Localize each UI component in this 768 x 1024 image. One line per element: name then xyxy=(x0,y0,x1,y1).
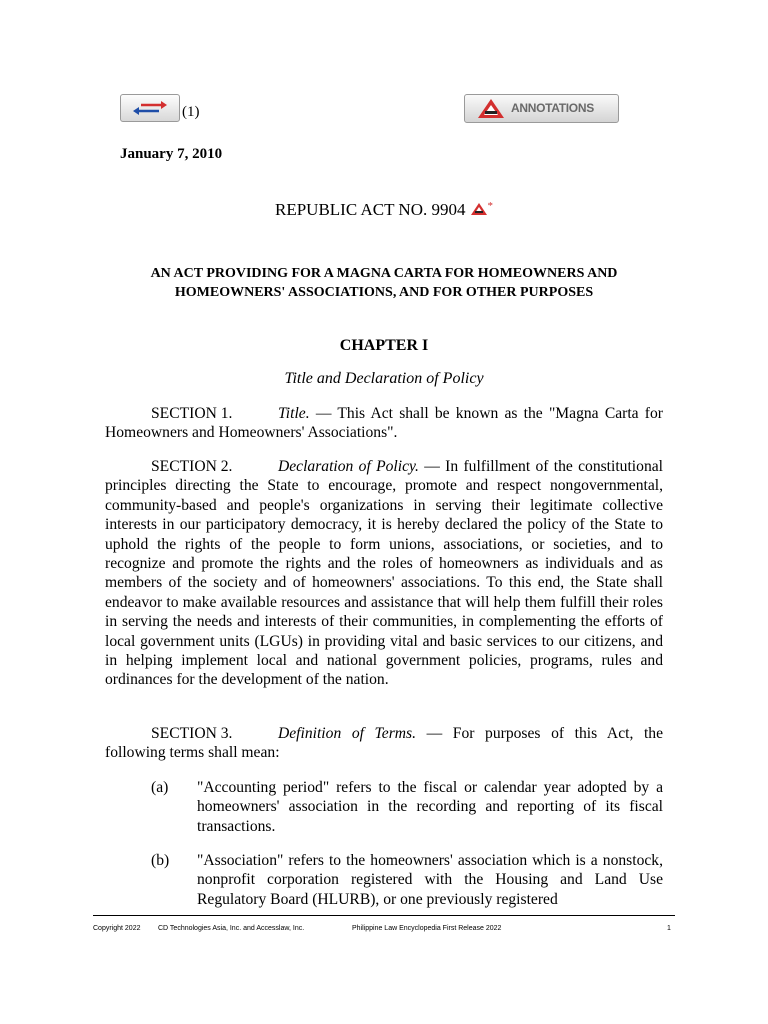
chapter-heading: CHAPTER I xyxy=(339,337,429,354)
back-forward-button[interactable] xyxy=(120,94,180,122)
section-text: — This Act shall be known as the "Magna Carta for Homeowners and Homeowners' Associations". xyxy=(105,405,663,442)
definition-label: (b) xyxy=(151,852,170,869)
act-title xyxy=(105,264,663,302)
chapter-subtitle: Title and Declaration of Policy xyxy=(284,370,484,387)
section-1 xyxy=(105,404,663,443)
annotations-button[interactable] xyxy=(464,94,619,123)
definition-item xyxy=(151,778,663,836)
section-title: Definition of Terms. xyxy=(278,725,417,742)
footnote-reference-link[interactable]: (1) xyxy=(182,104,200,120)
annotations-label: ANNOTATIONS xyxy=(511,101,594,115)
footer-publisher: CD Technologies Asia, Inc. and Accesslaw, Inc. xyxy=(158,925,305,932)
footer-copyright: Copyright 2022 xyxy=(93,925,141,932)
section-label: SECTION 3. xyxy=(151,725,233,742)
footer-release: Philippine Law Encyclopedia First Release 2022 xyxy=(352,925,502,932)
section-3 xyxy=(105,724,663,763)
section-label: SECTION 2. xyxy=(151,458,233,475)
act-title-line: HOMEOWNERS' ASSOCIATIONS, AND FOR OTHER PURPOSES xyxy=(174,285,594,300)
document-date: January 7, 2010 xyxy=(120,146,223,162)
act-title-line: AN ACT PROVIDING FOR A MAGNA CARTA FOR HOMEOWNERS AND xyxy=(150,266,618,281)
footer-divider xyxy=(93,915,675,916)
section-title: Title. xyxy=(278,405,310,422)
definition-label: (a) xyxy=(151,779,169,796)
act-number-heading xyxy=(0,200,768,221)
definition-item xyxy=(151,851,663,909)
act-number-text: REPUBLIC ACT NO. 9904 xyxy=(275,200,466,219)
section-label: SECTION 1. xyxy=(151,405,233,422)
annotation-star: * xyxy=(487,200,493,212)
annotations-logo-icon xyxy=(477,98,505,119)
section-title: Declaration of Policy. xyxy=(278,458,419,475)
section-text: — For purposes of this Act, the following terms shall mean: xyxy=(105,725,663,762)
definition-text: "Association" refers to the homeowners' association which is a nonstock, nonprofit corporation registered with the Housing and Land Use Regulatory Board (HLURB), or one previously registered xyxy=(197,852,663,908)
annotation-marker-icon[interactable] xyxy=(470,201,488,221)
footer-page-number: 1 xyxy=(667,925,671,932)
swap-arrows-icon xyxy=(121,95,179,121)
section-text: — In fulfillment of the constitutional principles directing the State to encourage, promote and respect nongovernmental, community-based and people's organizations in serving their legitimate collective interests in our participatory democracy, it is hereby declared the policy of the State to uphold the rights of the people to form unions, associations, or societies, and to recognize and promote the rights and the roles of homeowners as individuals and as members of the society and of homeowners' associations. To this end, the State shall endeavor to make available resources and assistance that will help them fulfill their roles in serving the needs and interests of their communities, in complementing the efforts of local government units (LGUs) in providing vital and basic services to our citizens, and in helping implement local and national government policies, programs, rules and ordinances for the development of the nation. xyxy=(105,458,663,689)
section-2 xyxy=(105,457,663,690)
definition-text: "Accounting period" refers to the fiscal or calendar year adopted by a homeowners' association in the recording and reporting of its fiscal transactions. xyxy=(197,779,663,835)
